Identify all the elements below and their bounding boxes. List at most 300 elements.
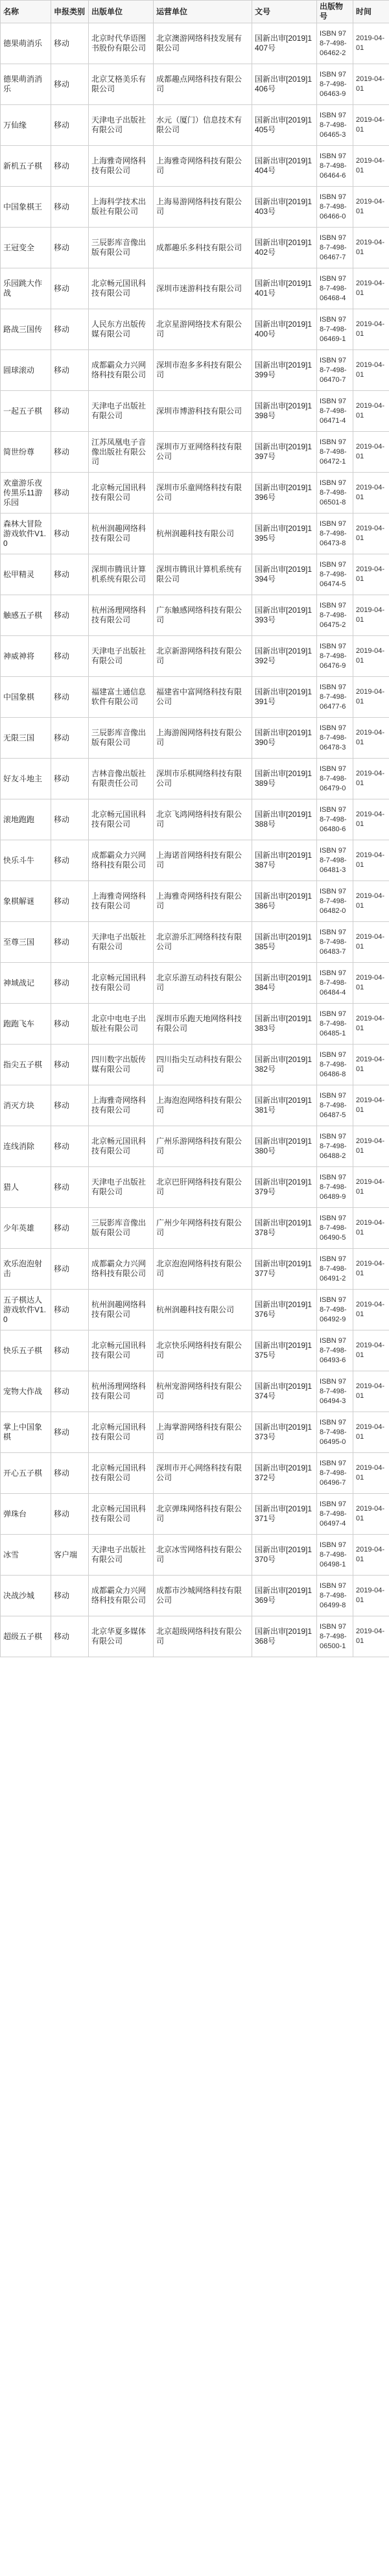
cell-date: 2019-04-01 <box>353 350 389 391</box>
cell-isbn: ISBN 978-7-498-06487-5 <box>317 1085 353 1126</box>
cell-doc-no: 国新出审[2019]1404号 <box>252 146 317 187</box>
cell-category: 移动 <box>51 759 89 799</box>
cell-isbn: ISBN 978-7-498-06498-1 <box>317 1535 353 1576</box>
cell-category: 移动 <box>51 1494 89 1535</box>
cell-name: 滚地跑跑 <box>1 799 51 840</box>
cell-publisher: 上海雅奇网络科技有限公司 <box>89 881 154 922</box>
cell-doc-no: 国新出审[2019]1378号 <box>252 1208 317 1249</box>
cell-date: 2019-04-01 <box>353 1371 389 1412</box>
cell-publisher: 深圳市腾讯计算机系统有限公司 <box>89 554 154 595</box>
cell-date: 2019-04-01 <box>353 391 389 432</box>
cell-name: 快乐斗牛 <box>1 840 51 881</box>
cell-category: 移动 <box>51 1290 89 1330</box>
cell-publisher: 上海雅奇网络科技有限公司 <box>89 1085 154 1126</box>
cell-publisher: 四川数字出版传媒有限公司 <box>89 1045 154 1085</box>
cell-operator: 杭州润趣科技有限公司 <box>154 1290 252 1330</box>
cell-operator: 成都趣点网络科技有限公司 <box>154 64 252 105</box>
cell-name: 无限三国 <box>1 718 51 759</box>
cell-operator: 上海雅奇网络科技有限公司 <box>154 881 252 922</box>
cell-publisher: 三辰影库音像出版有限公司 <box>89 1208 154 1249</box>
cell-name: 少年英雄 <box>1 1208 51 1249</box>
cell-operator: 上海游阁网络科技有限公司 <box>154 718 252 759</box>
table-row <box>1 799 389 840</box>
cell-name: 简世纷尊 <box>1 432 51 473</box>
cell-doc-no: 国新出审[2019]1403号 <box>252 187 317 228</box>
table-row <box>1 1412 389 1453</box>
cell-isbn: ISBN 978-7-498-06489-9 <box>317 1167 353 1208</box>
table-row <box>1 1453 389 1494</box>
table-row <box>1 1371 389 1412</box>
cell-operator: 北京巴肝网络科技有限公司 <box>154 1167 252 1208</box>
cell-category: 移动 <box>51 350 89 391</box>
table-row <box>1 963 389 1004</box>
cell-isbn: ISBN 978-7-498-06463-9 <box>317 64 353 105</box>
cell-operator: 深圳市腾讯计算机系统有限公司 <box>154 554 252 595</box>
cell-isbn: ISBN 978-7-498-06486-8 <box>317 1045 353 1085</box>
cell-publisher: 上海科学技术出版社有限公司 <box>89 187 154 228</box>
table-row <box>1 514 389 554</box>
cell-operator: 北京弹珠网络科技有限公司 <box>154 1494 252 1535</box>
table-row <box>1 1616 389 1657</box>
cell-name: 跑跑飞车 <box>1 1004 51 1045</box>
cell-date: 2019-04-01 <box>353 963 389 1004</box>
cell-date: 2019-04-01 <box>353 23 389 64</box>
cell-doc-no: 国新出审[2019]1397号 <box>252 432 317 473</box>
table-row <box>1 554 389 595</box>
cell-operator: 上海泡泡网络科技有限公司 <box>154 1085 252 1126</box>
table-row <box>1 309 389 350</box>
cell-category: 移动 <box>51 1208 89 1249</box>
cell-date: 2019-04-01 <box>353 1290 389 1330</box>
cell-doc-no: 国新出审[2019]1369号 <box>252 1576 317 1616</box>
cell-name: 森林大冒险游戏软件V1.0 <box>1 514 51 554</box>
cell-doc-no: 国新出审[2019]1380号 <box>252 1126 317 1167</box>
cell-date: 2019-04-01 <box>353 1126 389 1167</box>
cell-isbn: ISBN 978-7-498-06476-9 <box>317 636 353 677</box>
cell-publisher: 人民东方出版传媒有限公司 <box>89 309 154 350</box>
cell-publisher: 北京中电电子出版社有限公司 <box>89 1004 154 1045</box>
cell-isbn: ISBN 978-7-498-06480-6 <box>317 799 353 840</box>
cell-name: 神域战记 <box>1 963 51 1004</box>
cell-category: 移动 <box>51 677 89 718</box>
cell-doc-no: 国新出审[2019]1402号 <box>252 228 317 268</box>
cell-publisher: 天津电子出版社有限公司 <box>89 636 154 677</box>
cell-publisher: 北京华夏多媒体有限公司 <box>89 1616 154 1657</box>
cell-isbn: ISBN 978-7-498-06477-6 <box>317 677 353 718</box>
table-row <box>1 187 389 228</box>
cell-doc-no: 国新出审[2019]1377号 <box>252 1249 317 1290</box>
cell-operator: 北京飞鸿网络科技有限公司 <box>154 799 252 840</box>
cell-date: 2019-04-01 <box>353 64 389 105</box>
table-row <box>1 1535 389 1576</box>
cell-isbn: ISBN 978-7-498-06500-1 <box>317 1616 353 1657</box>
header-publisher: 出版单位 <box>89 1 154 23</box>
cell-operator: 深圳市乐跑天地网络科技有限公司 <box>154 1004 252 1045</box>
cell-name: 五子棋达人游戏软件V1.0 <box>1 1290 51 1330</box>
cell-name: 至尊三国 <box>1 922 51 963</box>
cell-publisher: 北京艾格美乐有限公司 <box>89 64 154 105</box>
cell-publisher: 北京畅元国讯科技有限公司 <box>89 799 154 840</box>
cell-category: 移动 <box>51 636 89 677</box>
cell-category: 移动 <box>51 187 89 228</box>
cell-date: 2019-04-01 <box>353 718 389 759</box>
cell-publisher: 北京畅元国讯科技有限公司 <box>89 963 154 1004</box>
cell-operator: 深圳市迷游科技有限公司 <box>154 268 252 309</box>
cell-category: 移动 <box>51 718 89 759</box>
cell-doc-no: 国新出审[2019]1379号 <box>252 1167 317 1208</box>
cell-isbn: ISBN 978-7-498-06464-6 <box>317 146 353 187</box>
cell-operator: 深圳市乐棋网络科技有限公司 <box>154 759 252 799</box>
cell-name: 德果萌消乐 <box>1 23 51 64</box>
table-row <box>1 1126 389 1167</box>
cell-publisher: 北京畅元国讯科技有限公司 <box>89 473 154 514</box>
table-header-row <box>1 1 389 23</box>
cell-publisher: 成都霸众力兴网络科技有限公司 <box>89 1576 154 1616</box>
cell-category: 移动 <box>51 1330 89 1371</box>
cell-publisher: 成都霸众力兴网络科技有限公司 <box>89 840 154 881</box>
cell-isbn: ISBN 978-7-498-06474-5 <box>317 554 353 595</box>
cell-operator: 广州少年网络科技有限公司 <box>154 1208 252 1249</box>
cell-isbn: ISBN 978-7-498-06483-7 <box>317 922 353 963</box>
cell-date: 2019-04-01 <box>353 799 389 840</box>
cell-date: 2019-04-01 <box>353 677 389 718</box>
table-row <box>1 840 389 881</box>
cell-category: 移动 <box>51 1576 89 1616</box>
header-isbn: 出版物号 <box>317 1 353 23</box>
cell-doc-no: 国新出审[2019]1385号 <box>252 922 317 963</box>
cell-publisher: 北京畅元国讯科技有限公司 <box>89 268 154 309</box>
cell-doc-no: 国新出审[2019]1381号 <box>252 1085 317 1126</box>
cell-publisher: 天津电子出版社有限公司 <box>89 922 154 963</box>
table-row <box>1 922 389 963</box>
cell-operator: 北京快乐网络科技有限公司 <box>154 1330 252 1371</box>
cell-name: 决战沙城 <box>1 1576 51 1616</box>
cell-isbn: ISBN 978-7-498-06472-1 <box>317 432 353 473</box>
cell-publisher: 天津电子出版社有限公司 <box>89 1535 154 1576</box>
cell-date: 2019-04-01 <box>353 1576 389 1616</box>
cell-name: 掌上中国象棋 <box>1 1412 51 1453</box>
table-row <box>1 1576 389 1616</box>
cell-date: 2019-04-01 <box>353 554 389 595</box>
cell-date: 2019-04-01 <box>353 1249 389 1290</box>
cell-doc-no: 国新出审[2019]1372号 <box>252 1453 317 1494</box>
cell-isbn: ISBN 978-7-498-06479-0 <box>317 759 353 799</box>
cell-date: 2019-04-01 <box>353 268 389 309</box>
cell-publisher: 北京畅元国讯科技有限公司 <box>89 1330 154 1371</box>
table-row <box>1 1330 389 1371</box>
cell-category: 移动 <box>51 514 89 554</box>
table-row <box>1 146 389 187</box>
cell-operator: 上海掌游网络科技有限公司 <box>154 1412 252 1453</box>
cell-category: 移动 <box>51 23 89 64</box>
cell-operator: 深圳市乐童网络科技有限公司 <box>154 473 252 514</box>
cell-doc-no: 国新出审[2019]1374号 <box>252 1371 317 1412</box>
cell-operator: 福建省中富网络科技有限公司 <box>154 677 252 718</box>
cell-category: 移动 <box>51 228 89 268</box>
table-row <box>1 268 389 309</box>
cell-doc-no: 国新出审[2019]1407号 <box>252 23 317 64</box>
cell-operator: 深圳市博游科技有限公司 <box>154 391 252 432</box>
cell-date: 2019-04-01 <box>353 1616 389 1657</box>
table-row <box>1 64 389 105</box>
cell-name: 德果萌消消乐 <box>1 64 51 105</box>
cell-category: 移动 <box>51 554 89 595</box>
cell-isbn: ISBN 978-7-498-06496-7 <box>317 1453 353 1494</box>
cell-doc-no: 国新出审[2019]1393号 <box>252 595 317 636</box>
cell-category: 移动 <box>51 473 89 514</box>
table-row <box>1 759 389 799</box>
table-row <box>1 105 389 146</box>
cell-isbn: ISBN 978-7-498-06469-1 <box>317 309 353 350</box>
cell-doc-no: 国新出审[2019]1389号 <box>252 759 317 799</box>
cell-operator: 杭州宠游网络科技有限公司 <box>154 1371 252 1412</box>
cell-publisher: 成都霸众力兴网络科技有限公司 <box>89 350 154 391</box>
cell-category: 移动 <box>51 1167 89 1208</box>
cell-category: 移动 <box>51 799 89 840</box>
table-row <box>1 595 389 636</box>
cell-isbn: ISBN 978-7-498-06490-5 <box>317 1208 353 1249</box>
cell-isbn: ISBN 978-7-498-06497-4 <box>317 1494 353 1535</box>
cell-operator: 上海雅奇网络科技有限公司 <box>154 146 252 187</box>
cell-category: 移动 <box>51 1085 89 1126</box>
cell-publisher: 北京时代华语图书股份有限公司 <box>89 23 154 64</box>
cell-date: 2019-04-01 <box>353 881 389 922</box>
table-row <box>1 473 389 514</box>
cell-isbn: ISBN 978-7-498-06493-6 <box>317 1330 353 1371</box>
cell-isbn: ISBN 978-7-498-06501-8 <box>317 473 353 514</box>
cell-publisher: 杭州汤理网络科技有限公司 <box>89 595 154 636</box>
cell-date: 2019-04-01 <box>353 1085 389 1126</box>
cell-publisher: 北京畅元国讯科技有限公司 <box>89 1126 154 1167</box>
cell-name: 象棋解谜 <box>1 881 51 922</box>
cell-name: 超级五子棋 <box>1 1616 51 1657</box>
cell-name: 一起五子棋 <box>1 391 51 432</box>
cell-operator: 北京泡泡网络科技有限公司 <box>154 1249 252 1290</box>
cell-doc-no: 国新出审[2019]1405号 <box>252 105 317 146</box>
cell-doc-no: 国新出审[2019]1387号 <box>252 840 317 881</box>
header-operator: 运营单位 <box>154 1 252 23</box>
cell-publisher: 杭州润趣网络科技有限公司 <box>89 1290 154 1330</box>
cell-doc-no: 国新出审[2019]1391号 <box>252 677 317 718</box>
cell-name: 指尖五子棋 <box>1 1045 51 1085</box>
cell-category: 移动 <box>51 64 89 105</box>
cell-publisher: 杭州润趣网络科技有限公司 <box>89 514 154 554</box>
cell-category: 移动 <box>51 432 89 473</box>
cell-name: 松甲精灵 <box>1 554 51 595</box>
cell-name: 路战三国传 <box>1 309 51 350</box>
cell-name: 宠物大作战 <box>1 1371 51 1412</box>
cell-category: 客户端 <box>51 1535 89 1576</box>
cell-operator: 北京澳游网络科技发展有限公司 <box>154 23 252 64</box>
cell-doc-no: 国新出审[2019]1395号 <box>252 514 317 554</box>
cell-category: 移动 <box>51 963 89 1004</box>
cell-category: 移动 <box>51 1004 89 1045</box>
cell-isbn: ISBN 978-7-498-06491-2 <box>317 1249 353 1290</box>
cell-date: 2019-04-01 <box>353 432 389 473</box>
cell-category: 移动 <box>51 1249 89 1290</box>
cell-date: 2019-04-01 <box>353 922 389 963</box>
header-doc-no: 文号 <box>252 1 317 23</box>
cell-date: 2019-04-01 <box>353 187 389 228</box>
cell-doc-no: 国新出审[2019]1394号 <box>252 554 317 595</box>
cell-operator: 深圳市万亚网络科技有限公司 <box>154 432 252 473</box>
cell-publisher: 三辰影库音像出版有限公司 <box>89 718 154 759</box>
cell-isbn: ISBN 978-7-498-06462-2 <box>317 23 353 64</box>
cell-name: 触感五子棋 <box>1 595 51 636</box>
cell-isbn: ISBN 978-7-498-06475-2 <box>317 595 353 636</box>
cell-name: 王冠变全 <box>1 228 51 268</box>
cell-category: 移动 <box>51 1045 89 1085</box>
cell-operator: 上海诺首网络科技有限公司 <box>154 840 252 881</box>
cell-name: 圆球滚动 <box>1 350 51 391</box>
cell-isbn: ISBN 978-7-498-06481-3 <box>317 840 353 881</box>
cell-isbn: ISBN 978-7-498-06468-4 <box>317 268 353 309</box>
cell-publisher: 天津电子出版社有限公司 <box>89 105 154 146</box>
header-name: 名称 <box>1 1 51 23</box>
cell-publisher: 福建富士通信息软件有限公司 <box>89 677 154 718</box>
cell-operator: 上海易游网络科技有限公司 <box>154 187 252 228</box>
cell-category: 移动 <box>51 595 89 636</box>
cell-doc-no: 国新出审[2019]1392号 <box>252 636 317 677</box>
cell-isbn: ISBN 978-7-498-06485-1 <box>317 1004 353 1045</box>
cell-doc-no: 国新出审[2019]1383号 <box>252 1004 317 1045</box>
cell-name: 中国象棋王 <box>1 187 51 228</box>
cell-name: 开心五子棋 <box>1 1453 51 1494</box>
cell-doc-no: 国新出审[2019]1368号 <box>252 1616 317 1657</box>
cell-category: 移动 <box>51 1616 89 1657</box>
cell-operator: 广东触感网络科技有限公司 <box>154 595 252 636</box>
table-row <box>1 1494 389 1535</box>
cell-name: 万仙缘 <box>1 105 51 146</box>
cell-category: 移动 <box>51 309 89 350</box>
cell-name: 乐园跳大作战 <box>1 268 51 309</box>
cell-operator: 北京星游网络技术有限公司 <box>154 309 252 350</box>
cell-name: 冰雪 <box>1 1535 51 1576</box>
table-row <box>1 23 389 64</box>
cell-publisher: 杭州汤理网络科技有限公司 <box>89 1371 154 1412</box>
cell-publisher: 天津电子出版社有限公司 <box>89 1167 154 1208</box>
cell-isbn: ISBN 978-7-498-06466-0 <box>317 187 353 228</box>
cell-category: 移动 <box>51 1371 89 1412</box>
header-category: 申报类别 <box>51 1 89 23</box>
cell-publisher: 北京畅元国讯科技有限公司 <box>89 1494 154 1535</box>
table-row <box>1 1208 389 1249</box>
cell-publisher: 吉林音像出版社有限责任公司 <box>89 759 154 799</box>
cell-category: 移动 <box>51 146 89 187</box>
cell-category: 移动 <box>51 1126 89 1167</box>
cell-publisher: 北京畅元国讯科技有限公司 <box>89 1412 154 1453</box>
cell-publisher: 北京畅元国讯科技有限公司 <box>89 1453 154 1494</box>
cell-isbn: ISBN 978-7-498-06473-8 <box>317 514 353 554</box>
cell-operator: 广州乐游网络科技有限公司 <box>154 1126 252 1167</box>
cell-name: 好友斗地主 <box>1 759 51 799</box>
table-row <box>1 1004 389 1045</box>
cell-date: 2019-04-01 <box>353 105 389 146</box>
cell-date: 2019-04-01 <box>353 146 389 187</box>
cell-date: 2019-04-01 <box>353 759 389 799</box>
cell-operator: 成都市沙城网络科技有限公司 <box>154 1576 252 1616</box>
table-row <box>1 636 389 677</box>
cell-operator: 成都趣乐多科技有限公司 <box>154 228 252 268</box>
cell-isbn: ISBN 978-7-498-06470-7 <box>317 350 353 391</box>
cell-category: 移动 <box>51 391 89 432</box>
cell-publisher: 上海雅奇网络科技有限公司 <box>89 146 154 187</box>
cell-doc-no: 国新出审[2019]1370号 <box>252 1535 317 1576</box>
cell-isbn: ISBN 978-7-498-06488-2 <box>317 1126 353 1167</box>
cell-date: 2019-04-01 <box>353 1453 389 1494</box>
table-body <box>1 23 389 1657</box>
cell-name: 中国象棋 <box>1 677 51 718</box>
table-row <box>1 228 389 268</box>
table-row <box>1 718 389 759</box>
cell-doc-no: 国新出审[2019]1401号 <box>252 268 317 309</box>
cell-category: 移动 <box>51 1412 89 1453</box>
cell-date: 2019-04-01 <box>353 1535 389 1576</box>
cell-date: 2019-04-01 <box>353 514 389 554</box>
cell-name: 弹珠台 <box>1 1494 51 1535</box>
cell-date: 2019-04-01 <box>353 1494 389 1535</box>
cell-operator: 北京乐游互动科技有限公司 <box>154 963 252 1004</box>
cell-date: 2019-04-01 <box>353 1167 389 1208</box>
cell-operator: 深圳市开心网络科技有限公司 <box>154 1453 252 1494</box>
cell-doc-no: 国新出审[2019]1375号 <box>252 1330 317 1371</box>
cell-category: 移动 <box>51 268 89 309</box>
cell-doc-no: 国新出审[2019]1371号 <box>252 1494 317 1535</box>
cell-isbn: ISBN 978-7-498-06494-3 <box>317 1371 353 1412</box>
cell-date: 2019-04-01 <box>353 636 389 677</box>
cell-name: 欢童游乐夜传黑乐11游乐园 <box>1 473 51 514</box>
cell-name: 欢乐泡泡射击 <box>1 1249 51 1290</box>
cell-operator: 北京冰雪网络科技有限公司 <box>154 1535 252 1576</box>
cell-doc-no: 国新出审[2019]1373号 <box>252 1412 317 1453</box>
cell-date: 2019-04-01 <box>353 1004 389 1045</box>
table-row <box>1 881 389 922</box>
cell-isbn: ISBN 978-7-498-06495-0 <box>317 1412 353 1453</box>
cell-date: 2019-04-01 <box>353 1412 389 1453</box>
cell-date: 2019-04-01 <box>353 1208 389 1249</box>
cell-doc-no: 国新出审[2019]1376号 <box>252 1290 317 1330</box>
cell-publisher: 江苏凤凰电子音像出版社有限公司 <box>89 432 154 473</box>
header-date: 时间 <box>353 1 389 23</box>
cell-name: 神威神将 <box>1 636 51 677</box>
table-row <box>1 1085 389 1126</box>
cell-isbn: ISBN 978-7-498-06499-8 <box>317 1576 353 1616</box>
cell-date: 2019-04-01 <box>353 1330 389 1371</box>
table-row <box>1 432 389 473</box>
cell-isbn: ISBN 978-7-498-06471-4 <box>317 391 353 432</box>
cell-doc-no: 国新出审[2019]1398号 <box>252 391 317 432</box>
cell-isbn: ISBN 978-7-498-06465-3 <box>317 105 353 146</box>
cell-date: 2019-04-01 <box>353 473 389 514</box>
cell-category: 移动 <box>51 840 89 881</box>
table-row <box>1 1167 389 1208</box>
cell-doc-no: 国新出审[2019]1390号 <box>252 718 317 759</box>
cell-name: 猎人 <box>1 1167 51 1208</box>
cell-doc-no: 国新出审[2019]1399号 <box>252 350 317 391</box>
table-row <box>1 1249 389 1290</box>
cell-doc-no: 国新出审[2019]1386号 <box>252 881 317 922</box>
cell-operator: 水元（厦门）信息技术有限公司 <box>154 105 252 146</box>
cell-isbn: ISBN 978-7-498-06478-3 <box>317 718 353 759</box>
cell-doc-no: 国新出审[2019]1388号 <box>252 799 317 840</box>
cell-date: 2019-04-01 <box>353 1045 389 1085</box>
cell-doc-no: 国新出审[2019]1384号 <box>252 963 317 1004</box>
cell-date: 2019-04-01 <box>353 228 389 268</box>
cell-publisher: 三辰影库音像出版有限公司 <box>89 228 154 268</box>
table-row <box>1 677 389 718</box>
cell-operator: 杭州润趣科技有限公司 <box>154 514 252 554</box>
cell-isbn: ISBN 978-7-498-06492-9 <box>317 1290 353 1330</box>
